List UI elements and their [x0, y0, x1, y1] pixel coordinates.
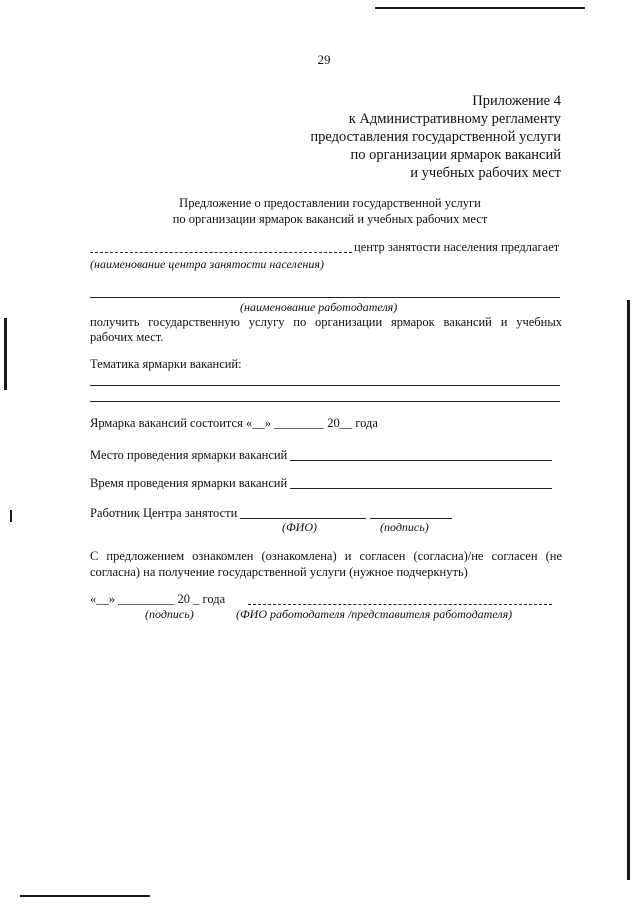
appendix-line-2: к Административному регламенту — [348, 111, 561, 127]
document-title-line-1: Предложение о предоставлении государственной услуги — [179, 196, 481, 210]
fair-place-label: Место проведения ярмарки вакансий — [90, 448, 288, 462]
final-date: «__» _________ 20 _ года — [90, 592, 226, 606]
employment-center-caption: (наименование центра занятости населения) — [90, 257, 324, 271]
employer-field-line — [90, 297, 560, 298]
agreement-text-line-2: согласна) на получение государственной услуги (нужное подчеркнуть) — [90, 565, 468, 579]
scan-artifact-bottom-line — [20, 895, 150, 897]
fair-topic-line-1 — [90, 385, 560, 386]
employment-center-field-line — [90, 252, 352, 253]
appendix-line-3: предоставления государственной услуги — [310, 129, 561, 145]
scan-artifact-right-edge — [627, 300, 630, 880]
final-signature-field-line — [248, 604, 552, 605]
worker-fio-caption: (ФИО) — [282, 520, 317, 534]
employer-caption: (наименование работодателя) — [240, 300, 398, 314]
fair-time-label: Время проведения ярмарки вакансий — [90, 476, 288, 490]
worker-fio-field-line — [240, 518, 366, 519]
appendix-line-1: Приложение 4 — [472, 93, 561, 109]
offer-text-line-1: получить государственную услугу по организации ярмарок вакансий и учебных — [90, 315, 562, 329]
worker-signature-field-line — [370, 518, 452, 519]
fair-topic-label: Тематика ярмарки вакансий: — [90, 357, 242, 371]
document-title-line-2: по организации ярмарок вакансий и учебных рабочих мест — [172, 212, 488, 226]
worker-signature-caption: (подпись) — [380, 520, 429, 534]
fair-place-field-line — [290, 460, 552, 461]
appendix-line-4: по организации ярмарок вакансий — [350, 147, 561, 163]
final-signature-caption: (подпись) — [145, 607, 194, 621]
scan-artifact-left-bar — [4, 318, 7, 390]
final-employer-fio-caption: (ФИО работодателя /представителя работодателя) — [236, 607, 513, 621]
page-number: 29 — [317, 52, 331, 67]
employment-center-suffix: центр занятости населения предлагает — [354, 240, 560, 254]
fair-time-field-line — [290, 488, 552, 489]
appendix-line-5: и учебных рабочих мест — [410, 165, 561, 181]
fair-topic-line-2 — [90, 401, 560, 402]
agreement-text-line-1: С предложением ознакомлен (ознакомлена) и согласен (согласна)/не согласен (не — [90, 549, 562, 563]
scan-artifact-top-line — [375, 7, 585, 9]
fair-date-line: Ярмарка вакансий состоится «__» ________ 20__ года — [90, 416, 378, 430]
offer-text-line-2: рабочих мест. — [90, 330, 164, 344]
worker-label: Работник Центра занятости — [90, 506, 238, 520]
scan-artifact-left-mark — [10, 510, 12, 522]
